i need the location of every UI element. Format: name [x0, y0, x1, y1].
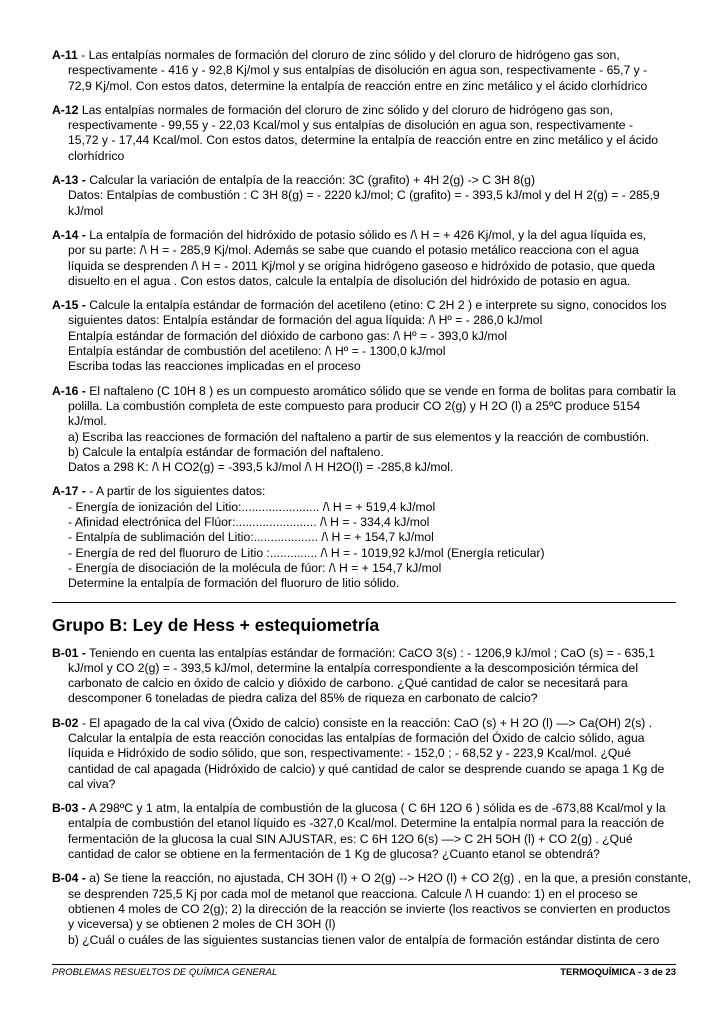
problem-text: - El apagado de la cal viva (Óxido de calcio) consiste en la reacción: CaO (s) + H 2O (l) —> Ca(OH) 2(s) . — [81, 715, 653, 730]
document-page — [52, 48, 692, 957]
problem-text: Datos: Entalpías de combustión : C 3H 8(g) = - 2220 kJ/mol; C (grafito) = - 393,5 kJ/mol y del H 2(g) = - 285,9 — [68, 188, 660, 203]
problem-a13 — [52, 173, 676, 219]
problem-line — [68, 676, 676, 691]
problem-line — [52, 173, 676, 188]
problem-b01 — [52, 646, 676, 707]
problem-text: b) Calcule la entalpía estándar de formación del naftaleno. — [68, 444, 384, 459]
problem-line — [68, 259, 676, 274]
problem-a16 — [52, 384, 676, 476]
problem-text: respectivamente - 99,55 y - 22,03 Kcal/mol y sus entalpías de disolución en agua son, respectivamente - — [68, 118, 633, 133]
problem-line — [68, 746, 676, 761]
problem-text: - Energía de ionización del Litio:....................... /\ H = + 519,4 kJ/mol — [68, 499, 436, 514]
page-footer — [52, 964, 676, 978]
problem-line — [68, 359, 676, 374]
problem-a12 — [52, 103, 676, 164]
problem-text: entalpía de combustión del etanol líquido es -327,0 Kcal/mol. Determine la entalpía normal para la reacción de — [68, 816, 665, 831]
problem-line — [68, 816, 676, 831]
problem-b03 — [52, 801, 676, 862]
problem-text: y viceversa) y se obtienen 2 moles de CH 3OH (l) — [68, 917, 336, 932]
problem-text: 72,9 Kj/mol. Con estos datos, determine la entalpía de reacción entre en zinc metálico y el ácido clorhídrico — [68, 78, 648, 93]
problem-b04 — [52, 871, 692, 947]
problem-line — [68, 917, 676, 932]
problem-line — [68, 204, 676, 219]
problem-line — [68, 546, 676, 561]
problem-text: - Entalpía de sublimación del Litio:................... /\ H = + 154,7 kJ/mol — [68, 530, 434, 545]
problem-line — [68, 243, 676, 258]
group-b-problems — [52, 645, 692, 948]
problem-text: cal viva? — [68, 776, 116, 791]
problem-line — [68, 274, 676, 289]
problem-line — [68, 762, 676, 777]
problem-text: siguientes datos: Entalpía estándar de formación del agua líquida: /\ Hº = - 286,0 kJ/mol — [68, 313, 543, 328]
problem-line — [68, 399, 676, 414]
problem-text: Calcular la variación de entalpía de la reacción: 3C (grafito) + 4H 2(g) -> C 3H 8(g) — [89, 173, 535, 188]
problem-text: 15,72 y - 17,44 Kcal/mol. Con estos datos, determine la entalpía de reacción entre en zinc metálico y el ácido — [68, 133, 659, 148]
problem-text: Calcule la entalpía estándar de formación del acetileno (etino: C 2H 2 ) e interprete su signo, conocidos los — [89, 298, 667, 313]
problem-line — [68, 887, 676, 902]
problem-text: líquida se desprenden /\ H = - 2011 Kj/mol y se origina hidrógeno gaseoso e hidróxido de potasio, que queda — [68, 258, 655, 273]
problem-line — [68, 118, 676, 133]
problem-text: Calcular la entalpía de esta reacción conocidas las entalpías de formación del Óxido de calcio sólido, agua — [68, 730, 645, 745]
problem-code: B-01 - — [52, 645, 86, 660]
problem-text: Determine la entalpía de formación del fluoruro de litio sólido. — [68, 576, 400, 591]
problem-line — [68, 329, 676, 344]
footer-right: TERMOQUÍMICA - 3 de 23 — [560, 967, 676, 978]
problem-text: obtienen 4 moles de CO 2(g); 2) la dirección de la reacción se invierte (los reactivos se convierten en productos — [68, 901, 671, 916]
problem-text: descomponer 6 toneladas de piedra caliza del 85% de riqueza en carbonato de calcio? — [68, 691, 538, 706]
problem-text: b) ¿Cuál o cuáles de las siguientes sustancias tienen valor de entalpía de formación estándar distinta de cero — [68, 932, 660, 947]
problem-line — [52, 298, 676, 313]
problem-text: Datos a 298 K: /\ H CO2(g) = -393,5 kJ/mol /\ H H2O(l) = -285,8 kJ/mol. — [68, 460, 454, 475]
problem-code: A-14 - — [52, 227, 86, 242]
problem-line — [68, 188, 676, 203]
problem-code: A-16 - — [52, 383, 86, 398]
problem-line — [52, 715, 676, 731]
problem-text: cantidad de calor se obtiene en la fermentación de 1 Kg de glucosa? ¿Cuanto etanol se obtendrá? — [68, 847, 600, 862]
problem-text: a) Se tiene la reacción, no ajustada, CH 3OH (l) + O 2(g) --> H2O (l) + CO 2(g) , en la que, a presión constante, — [89, 871, 692, 886]
problem-text: A 298ºC y 1 atm, la entalpía de combustión de la glucosa ( C 6H 12O 6 ) sólida es de -673,88 Kcal/mol y la — [88, 801, 666, 816]
problem-code: A-13 - — [52, 173, 86, 188]
problem-line — [68, 847, 676, 862]
problem-line — [52, 102, 676, 118]
problem-line — [68, 133, 676, 148]
problem-text: - Energía de red del fluoruro de Litio :.............. /\ H = - 1019,92 kJ/mol (Energía reticular) — [68, 545, 545, 560]
problem-line — [52, 801, 676, 816]
problem-code: B-03 - — [52, 801, 86, 816]
problem-line — [52, 871, 692, 886]
footer-left: PROBLEMAS RESUELTOS DE QUÍMICA GENERAL — [52, 967, 278, 978]
problem-line — [68, 832, 676, 847]
problem-line — [68, 149, 676, 164]
problem-line — [52, 484, 676, 499]
problem-b02 — [52, 716, 676, 792]
problem-line — [68, 691, 676, 706]
problem-text: - A partir de los siguientes datos: — [89, 484, 266, 499]
problem-line — [68, 430, 676, 445]
problem-a15 — [52, 298, 676, 374]
problem-line — [68, 576, 676, 591]
problem-text: El naftaleno (C 10H 8 ) es un compuesto aromático sólido que se vende en forma de bolitas para combatir la — [89, 383, 676, 398]
problem-text: cantidad de cal apagada (Hidróxido de calcio) y qué cantidad de calor se desprende cuando se apaga 1 Kg de — [68, 761, 665, 776]
problem-text: respectivamente - 416 y - 92,8 Kj/mol y sus entalpías de disolución en agua son, respectivamente - 65,7 y - — [68, 63, 648, 78]
problem-line — [52, 645, 676, 661]
problem-line — [52, 227, 676, 243]
problem-text: kJ/mol y CO 2(g) = - 393,5 kJ/mol, determine la entalpía correspondiente a la descomposición térmica del — [68, 660, 639, 675]
problem-line — [68, 313, 676, 328]
problem-text: Entalpía estándar de combustión del acetileno: /\ Hº = - 1300,0 kJ/mol — [68, 344, 446, 359]
problem-line — [68, 902, 676, 917]
problem-text: líquida e Hidróxido de sodio sólido, que son, respectivamente: - 152,0 ; - 68,52 y - 223,9 Kcal/mol. ¿Qué — [68, 746, 631, 761]
group-a-problems — [52, 48, 676, 592]
problem-code: B-02 — [52, 715, 79, 730]
problem-text: - Las entalpías normales de formación del cloruro de zinc sólido y del cloruro de hidrógeno gas son, — [81, 48, 620, 62]
problem-line — [68, 661, 676, 676]
problem-text: - Energía de disociación de la molécula de fúor: /\ H = + 154,7 kJ/mol — [68, 560, 442, 575]
problem-a11 — [52, 48, 676, 94]
problem-text: Las entalpías normales de formación del cloruro de zinc sólido y del cloruro de hidrógeno gas son, — [81, 102, 613, 117]
problem-text: se desprenden 725,5 Kj por cada mol de metanol que reacciona. Calcule /\ H cuando: 1) en el proceso se — [68, 886, 638, 901]
problem-line — [68, 933, 676, 948]
problem-text: carbonato de calcio en óxido de calcio y dióxido de carbono. ¿Qué cantidad de calor se necesitará para — [68, 676, 628, 691]
problem-line — [68, 460, 676, 475]
problem-line — [68, 63, 676, 78]
problem-line — [68, 731, 676, 746]
problem-text: Entalpía estándar de formación del dióxido de carbono gas: /\ Hº = - 393,0 kJ/mol — [68, 328, 508, 343]
problem-line — [52, 383, 676, 399]
problem-line — [68, 79, 676, 94]
problem-text: fermentación de la glucosa la cual SIN AJUSTAR, es: C 6H 12O 6(s) —> C 2H 5OH (l) + CO 2(g) . ¿Qué — [68, 831, 633, 846]
group-b-title: Grupo B: Ley de Hess + estequiometría — [52, 614, 380, 635]
problem-a17 — [52, 484, 676, 591]
problem-code: A-11 — [52, 48, 78, 62]
problem-line — [68, 445, 676, 460]
problem-code: B-04 - — [52, 871, 86, 886]
problem-text: polilla. La combustión completa de este compuesto para producir CO 2(g) y H 2O (l) a 25ºC produce 5154 — [68, 398, 641, 413]
problem-text: Teniendo en cuenta las entalpías estándar de formación: CaCO 3(s) : - 1206,9 kJ/mol ; CaO (s) = - 635,1 — [89, 645, 656, 660]
problem-text: kJ/mol — [68, 203, 104, 218]
problem-line — [68, 530, 676, 545]
problem-text: disuelto en el agua . Con estos datos, calcule la entalpía de disolución del hidróxido de potasio en agua. — [68, 273, 631, 288]
problem-code: A-12 — [52, 102, 79, 117]
problem-code: A-15 - — [52, 298, 86, 313]
problem-line — [68, 561, 676, 576]
problem-line — [68, 777, 676, 792]
problem-line — [68, 344, 676, 359]
problem-text: La entalpía de formación del hidróxido de potasio sólido es /\ H = + 426 Kj/mol, y la del agua líquida es, — [89, 227, 647, 242]
problem-text: Escriba todas las reacciones implicadas en el proceso — [68, 359, 361, 374]
problem-text: kJ/mol. — [68, 414, 107, 429]
problem-line — [68, 500, 676, 515]
section-divider — [52, 602, 676, 603]
problem-text: - Afinidad electrónica del Flúor:........................ /\ H = - 334,4 kJ/mol — [68, 515, 430, 530]
problem-text: clorhídrico — [68, 148, 125, 163]
problem-line — [68, 515, 676, 530]
problem-code: A-17 - — [52, 484, 86, 499]
problem-a14 — [52, 228, 676, 289]
problem-text: a) Escriba las reacciones de formación del naftaleno a partir de sus elementos y la reacción de combustión. — [68, 429, 650, 444]
problem-line — [52, 48, 676, 63]
problem-text: por su parte: /\ H = - 285,9 Kj/mol. Además se sabe que cuando el potasio metálico reacciona con el agua — [68, 243, 639, 258]
problem-line — [68, 414, 676, 429]
